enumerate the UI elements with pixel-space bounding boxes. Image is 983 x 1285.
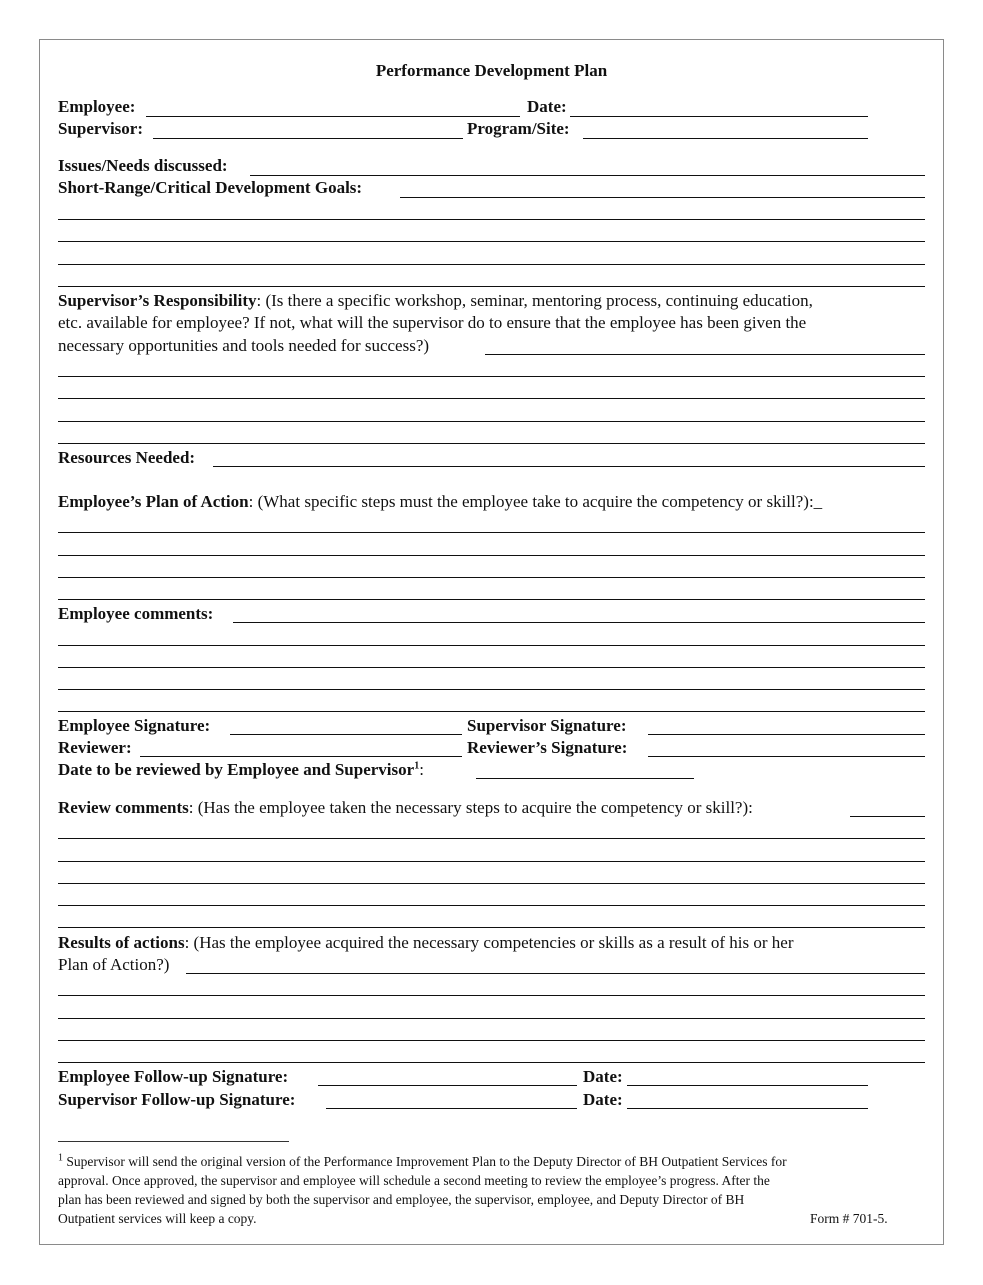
footnote-text1: Supervisor will send the original version of the Performance Improvement Plan to the Deputy Director of BH Outpatient Services for	[63, 1154, 787, 1169]
footnote-line3: plan has been reviewed and signed by both the supervisor and employee, the supervisor, employee, and Deputy Director of BH	[58, 1192, 745, 1207]
footnote-line1	[58, 1152, 787, 1171]
supervisor-responsibility-line[interactable]	[58, 421, 925, 422]
review-comments-field[interactable]	[850, 816, 925, 817]
supervisor-followup-label: Supervisor Follow-up Signature:	[58, 1090, 296, 1109]
resources-field[interactable]	[213, 466, 925, 467]
employee-comments-line[interactable]	[58, 689, 925, 690]
results-line1	[58, 933, 794, 953]
plan-of-action-line	[58, 492, 822, 512]
review-date-label: Date to be reviewed by Employee and Supervisor	[58, 760, 415, 779]
review-date-field[interactable]	[476, 778, 694, 779]
supervisor-responsibility-text2: etc. available for employee? If not, what will the supervisor do to ensure that the employee has been given the	[58, 313, 807, 332]
supervisor-followup-date-label: Date:	[583, 1090, 623, 1109]
plan-of-action-label: Employee’s Plan of Action	[58, 492, 249, 511]
supervisor-followup-field[interactable]	[326, 1108, 577, 1109]
resources-label: Resources Needed:	[58, 448, 196, 467]
review-date-line	[58, 760, 424, 780]
employee-field[interactable]	[146, 116, 520, 117]
review-comments-line[interactable]	[58, 838, 925, 839]
supervisor-responsibility-line[interactable]	[58, 398, 925, 399]
employee-label: Employee:	[58, 97, 136, 116]
employee-signature-field[interactable]	[230, 734, 462, 735]
program-site-label: Program/Site:	[467, 119, 570, 138]
employee-comments-line[interactable]	[58, 711, 925, 712]
program-site-field[interactable]	[583, 138, 868, 139]
supervisor-responsibility-line[interactable]	[58, 376, 925, 377]
issues-label: Issues/Needs discussed:	[58, 156, 228, 175]
results-label: Results of actions	[58, 933, 185, 952]
results-text2: Plan of Action?)	[58, 955, 170, 974]
goals-line[interactable]	[58, 264, 925, 265]
results-line[interactable]	[58, 995, 925, 996]
reviewer-field[interactable]	[140, 756, 462, 757]
footnote-marker: 1	[58, 1152, 63, 1164]
supervisor-signature-field[interactable]	[648, 734, 925, 735]
footnote-line2: approval. Once approved, the supervisor and employee will schedule a second meeting to review the employee’s progress. After the	[58, 1173, 770, 1188]
review-date-colon: :	[419, 760, 424, 779]
supervisor-responsibility-text3: necessary opportunities and tools needed for success?)	[58, 336, 430, 355]
supervisor-followup-date-field[interactable]	[627, 1108, 868, 1109]
results-line[interactable]	[58, 1040, 925, 1041]
plan-of-action-line[interactable]	[58, 555, 925, 556]
goals-field[interactable]	[400, 197, 925, 198]
reviewer-label: Reviewer:	[58, 738, 132, 757]
plan-of-action-text: : (What specific steps must the employee take to acquire the competency or skill?):_	[248, 492, 823, 511]
employee-comments-label: Employee comments:	[58, 604, 214, 623]
reviewer-signature-label: Reviewer’s Signature:	[467, 738, 628, 757]
review-comments-line	[58, 798, 753, 818]
goals-label: Short-Range/Critical Development Goals:	[58, 178, 363, 197]
goals-line[interactable]	[58, 286, 925, 287]
employee-signature-label: Employee Signature:	[58, 716, 211, 735]
review-comments-line[interactable]	[58, 905, 925, 906]
review-comments-text: : (Has the employee taken the necessary steps to acquire the competency or skill?):	[188, 798, 753, 817]
results-line[interactable]	[58, 1062, 925, 1063]
employee-followup-date-label: Date:	[583, 1067, 623, 1086]
supervisor-responsibility-text1: : (Is there a specific workshop, seminar, mentoring process, continuing education,	[256, 291, 813, 310]
issues-field[interactable]	[250, 175, 925, 176]
goals-line[interactable]	[58, 241, 925, 242]
employee-comments-line[interactable]	[58, 645, 925, 646]
plan-of-action-line[interactable]	[58, 577, 925, 578]
employee-followup-date-field[interactable]	[627, 1085, 868, 1086]
review-comments-line[interactable]	[58, 927, 925, 928]
supervisor-responsibility-field[interactable]	[485, 354, 925, 355]
form-title: Performance Development Plan	[375, 61, 608, 80]
supervisor-responsibility-line1	[58, 291, 813, 311]
employee-comments-line[interactable]	[58, 667, 925, 668]
supervisor-responsibility-label: Supervisor’s Responsibility	[58, 291, 257, 310]
goals-line[interactable]	[58, 219, 925, 220]
review-comments-line[interactable]	[58, 883, 925, 884]
date-field[interactable]	[570, 116, 868, 117]
footnote-separator	[58, 1141, 289, 1142]
plan-of-action-line[interactable]	[58, 532, 925, 533]
form-number: Form # 701-5.	[810, 1211, 888, 1226]
employee-followup-field[interactable]	[318, 1085, 577, 1086]
supervisor-responsibility-line[interactable]	[58, 443, 925, 444]
employee-comments-field[interactable]	[233, 622, 925, 623]
employee-followup-label: Employee Follow-up Signature:	[58, 1067, 289, 1086]
footnote-ref: 1	[414, 760, 420, 772]
supervisor-label: Supervisor:	[58, 119, 143, 138]
plan-of-action-line[interactable]	[58, 599, 925, 600]
results-text1: : (Has the employee acquired the necessary competencies or skills as a result of his or her	[184, 933, 794, 952]
date-label: Date:	[527, 97, 567, 116]
supervisor-signature-label: Supervisor Signature:	[467, 716, 627, 735]
footnote-line4: Outpatient services will keep a copy.	[58, 1211, 257, 1226]
supervisor-field[interactable]	[153, 138, 463, 139]
reviewer-signature-field[interactable]	[648, 756, 925, 757]
results-field[interactable]	[186, 973, 925, 974]
results-line[interactable]	[58, 1018, 925, 1019]
review-comments-label: Review comments	[58, 798, 189, 817]
review-comments-line[interactable]	[58, 861, 925, 862]
